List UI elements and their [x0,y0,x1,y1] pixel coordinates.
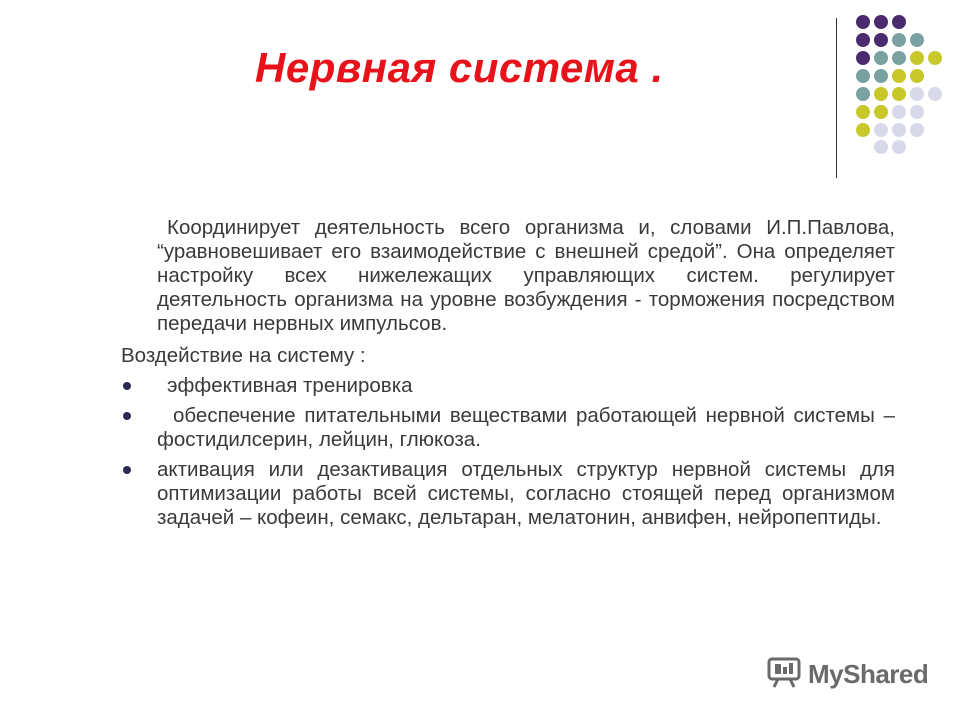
decorative-dot [874,33,888,47]
decorative-dot [910,33,924,47]
decorative-dot [928,87,942,101]
decorative-dot [892,105,906,119]
decorative-dot [874,140,888,154]
decorative-dot [910,69,924,83]
decorative-dot [856,15,870,29]
decorative-dot [856,33,870,47]
decorative-dot [874,105,888,119]
slide-body [121,216,895,530]
decorative-dot [856,87,870,101]
intro-paragraph [157,216,895,336]
bullet-item: эффективная тренировка [157,374,895,398]
intro-text: Координирует деятельность всего организма и, словами И.П.Павлова, “уравновешивает его взаимодействие с внешней средой”. Она определяет настройку всех нижележащих управляющих систем. регулирует деятельность организма на уровне возбуждения - торможения посредством передачи нервных импульсов. [157,216,895,335]
decorative-dot [892,15,906,29]
decorative-dot [874,69,888,83]
decorative-dot [892,87,906,101]
decorative-dot [910,123,924,137]
decorative-dot [874,87,888,101]
projector-screen-icon [766,655,802,694]
decorative-dot [910,87,924,101]
decorative-dot [892,140,906,154]
decorative-dot [910,51,924,65]
decorative-dot [856,123,870,137]
decorative-dot [892,69,906,83]
decorative-dot [856,51,870,65]
slide-title: Нервная система . [255,44,664,91]
bullet-item: обеспечение питательными веществами работающей нервной системы –фостидилсерин, лейцин, глюкоза. [157,404,895,451]
decorative-dot [856,105,870,119]
watermark [766,656,928,692]
decorative-dot [892,123,906,137]
decorative-dot-grid [0,0,960,180]
decorative-dot [928,51,942,65]
decorative-dot [874,123,888,137]
lead-line: Воздействие на систему : [121,344,366,367]
watermark-text: MyShared [808,658,929,689]
decorative-dot [874,15,888,29]
decorative-dot [892,51,906,65]
bullet-item: активация или дезактивация отдельных структур нервной системы для оптимизации работы всей системы, согласно стоящей перед организмом задачей – кофеин, семакс, дельтаран, мелатонин, анвифен, нейропептиды. [157,458,895,529]
decorative-dot [892,33,906,47]
decorative-dot [874,51,888,65]
decorative-dot [856,69,870,83]
decorative-dot [910,105,924,119]
